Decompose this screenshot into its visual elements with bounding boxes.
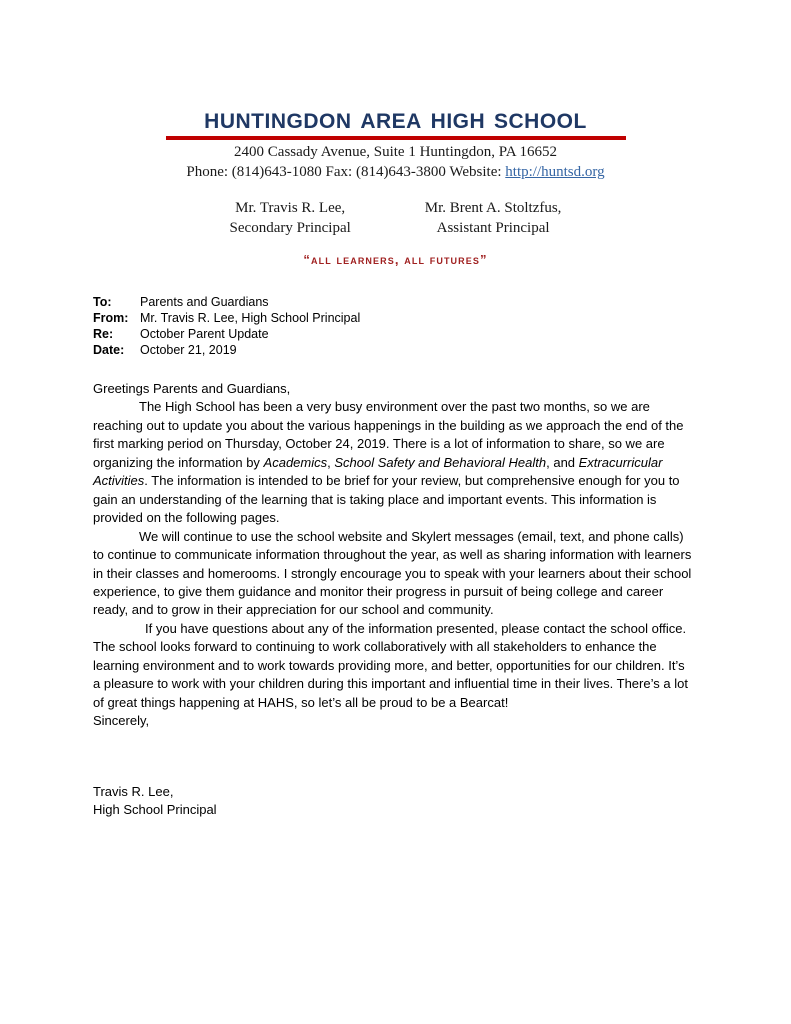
p1-segment-c: , and	[546, 454, 579, 470]
school-website-link[interactable]: http://huntsd.org	[505, 163, 605, 180]
phone-fax-text: Phone: (814)643-1080 Fax: (814)643-3800 Website:	[186, 163, 506, 180]
p1-segment-b: ,	[327, 454, 335, 470]
p1-emphasis-academics: Academics	[263, 454, 328, 470]
school-tagline: “all learners, all futures”	[303, 252, 488, 267]
p1-emphasis-extracurricular: Extracurricular Activities	[93, 454, 663, 489]
letter-paragraph-3: If you have questions about any of the information presented, please contact the school office. The school looks forward to continuing to work collaboratively with all stakeholders to enhance the learning environment and to work towards providing more, and better, opportunities for our children. It’s a pleasure to work with your children during this important and influential time in their lives. There’s a lot of great things happening at HAHS, so let’s all be proud to be a Bearcat!	[93, 620, 688, 710]
school-name-title: huntingdon area high school	[204, 102, 587, 135]
school-contact-line	[0, 163, 791, 182]
principal-assistant	[425, 198, 562, 239]
memo-value-from: Mr. Travis R. Lee, High School Principal	[140, 311, 361, 325]
memo-label-re: Re:	[93, 327, 114, 341]
principal-assistant-name: Mr. Brent A. Stoltzfus,	[424, 199, 562, 216]
memo-row-from	[93, 310, 791, 326]
memo-row-re	[93, 326, 791, 342]
p1-emphasis-school-safety: School Safety and Behavioral Health	[334, 454, 547, 470]
letter-closing: Sincerely,	[93, 713, 150, 729]
memo-value-re: October Parent Update	[140, 327, 269, 341]
memo-header	[93, 294, 791, 358]
letterhead	[0, 0, 791, 267]
principal-secondary	[230, 198, 351, 239]
principal-secondary-title: Secondary Principal	[229, 219, 351, 236]
signer-name: Travis R. Lee,	[93, 783, 174, 799]
memo-label-to: To:	[93, 295, 112, 309]
memo-row-date	[93, 342, 791, 358]
letter-paragraph-1	[93, 398, 695, 527]
memo-row-to	[93, 294, 791, 310]
p1-segment-a: The High School has been a very busy environment over the past two months, so we are reaching out to update you about the various happenings in the building as we approach the end of the first marking period on Thursday, October 24, 2019. There is a lot of information to share, so we are organizing the information by	[93, 399, 684, 470]
signature-block	[93, 783, 695, 820]
title-underline-rule	[166, 136, 626, 140]
signer-title: High School Principal	[93, 802, 217, 818]
p1-segment-d: . The information is intended to be brief for your review, but comprehensive enough for you to gain an understanding of the learning that is taking place and important events. This information is provided on the following pages.	[93, 473, 680, 526]
memo-value-date: October 21, 2019	[140, 343, 237, 357]
letter-body	[93, 380, 695, 820]
memo-label-date: Date:	[93, 343, 125, 357]
principal-secondary-name: Mr. Travis R. Lee,	[235, 199, 346, 216]
principals-row	[0, 198, 791, 239]
letter-paragraph-2: We will continue to use the school website and Skylert messages (email, text, and phone calls) to continue to communicate information throughout the year, as well as sharing information with learners in their classes and homerooms. I strongly encourage you to speak with your learners about their school experience, to give them guidance and monitor their progress in pursuit of being college and career ready, and to grow in their appreciation for our school and community.	[93, 528, 692, 618]
letter-greeting: Greetings Parents and Guardians,	[93, 381, 291, 396]
school-address: 2400 Cassady Avenue, Suite 1 Huntingdon, PA 16652	[234, 144, 557, 160]
memo-label-from: From:	[93, 311, 129, 325]
principal-assistant-title: Assistant Principal	[436, 219, 550, 236]
memo-value-to: Parents and Guardians	[140, 295, 269, 309]
